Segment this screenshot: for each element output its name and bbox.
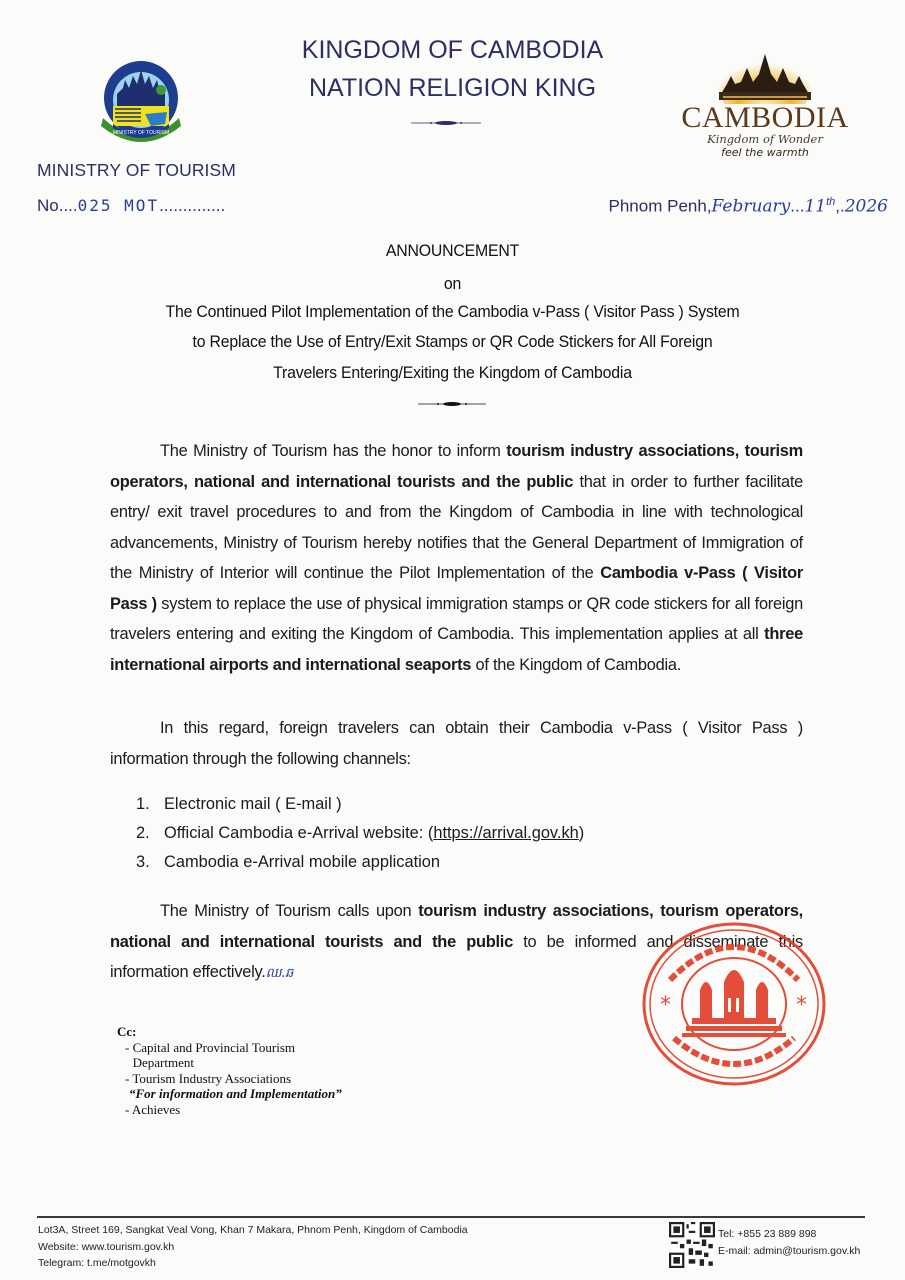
- announcement-subject-line-2: to Replace the Use of Entry/Exit Stamps or QR Code Stickers for All Foreign: [192, 333, 713, 351]
- footer-email[interactable]: E-mail: admin@tourism.gov.kh: [718, 1245, 861, 1257]
- e-arrival-website-link[interactable]: https://arrival.gov.kh: [433, 824, 579, 842]
- cc-note: “For information and Implementation”: [129, 1086, 342, 1101]
- emphasized-text: three international airports and international seaports: [110, 625, 803, 674]
- emphasized-text: Cambodia v-Pass ( Visitor Pass ): [110, 564, 803, 613]
- footer-telephone: Tel: +855 23 889 898: [718, 1228, 817, 1240]
- cc-label: Cc:: [117, 1024, 137, 1039]
- header-ornament-divider: [411, 120, 481, 126]
- paragraph-text: of the Kingdom of Cambodia.: [471, 655, 682, 674]
- paragraph-text: The Ministry of Tourism has the honor to inform: [160, 442, 507, 460]
- footer-website[interactable]: Website: www.tourism.gov.kh: [38, 1240, 175, 1253]
- paragraph-text: to be informed and disseminate this information effectively.: [110, 932, 803, 981]
- channel-text-after: ): [578, 824, 585, 842]
- issuing-ministry: MINISTRY OF TOURISM: [37, 160, 236, 180]
- para2-text: In this regard, foreign travelers can obtain their Cambodia v-Pass ( Visitor Pass ) information through the following channels:: [110, 719, 803, 768]
- header-kingdom-title: KINGDOM OF CAMBODIA: [301, 36, 604, 64]
- channels-list: [136, 790, 584, 877]
- channel-item: [136, 790, 584, 819]
- ref-prefix: No: [37, 196, 59, 215]
- cc-item: - Tourism Industry Associations: [125, 1070, 292, 1086]
- body-paragraph-1: [110, 436, 803, 680]
- logo-motto-text: MINISTRY OF TOURISM: [112, 130, 170, 136]
- cc-item-text: Achieves: [131, 1101, 181, 1117]
- channel-number: 3.: [136, 853, 150, 871]
- footer-divider: [37, 1216, 865, 1218]
- announcement-heading: ANNOUNCEMENT: [385, 242, 520, 260]
- ref-number: 025 MOT: [77, 196, 160, 215]
- reference-number-line: No....025 MOT..............: [37, 196, 226, 215]
- channel-text: Official Cambodia e-Arrival website: (: [164, 824, 434, 842]
- cc-item-text: Tourism Industry Associations: [132, 1070, 292, 1086]
- brand-name: CAMBODIA: [681, 101, 849, 134]
- handwritten-initials: ឈ.ឆ: [265, 966, 294, 981]
- channel-text: Cambodia e-Arrival mobile application: [164, 853, 441, 871]
- announcement-subject-line-1: The Continued Pilot Implementation of the Cambodia v-Pass ( Visitor Pass ) System: [165, 303, 740, 321]
- footer-contact-right: [718, 1226, 860, 1260]
- footer-telegram[interactable]: Telegram: t.me/motgovkh: [38, 1257, 156, 1269]
- header-motto: NATION RELIGION KING: [308, 74, 597, 102]
- stamp-asterisk-left: *: [660, 993, 671, 1018]
- paragraph-text: system to replace the use of physical immigration stamps or QR code stickers for all foreign travelers entering and exiting the Kingdom of Cambodia. This implementation applies at all: [110, 594, 804, 643]
- angkor-sunrise-icon: [665, 44, 865, 104]
- announcement-on: on: [443, 275, 462, 293]
- channel-number: 2.: [136, 824, 150, 842]
- channel-item: [136, 848, 584, 877]
- ministry-of-tourism-logo: [95, 58, 187, 146]
- paragraph-text: that in order to further facilitate entry/ exit travel procedures to and from the Kingdom of Cambodia in line with technological advancements, Ministry of Tourism hereby notifies that the General Department of Immigration of the Ministry of Interior will continue the Pilot Implementation of the: [110, 472, 803, 582]
- footer-contact-left: [38, 1222, 468, 1272]
- place-date-line: Phnom Penh,February...11th,.2026: [608, 196, 888, 217]
- carbon-copy-block: [117, 1024, 342, 1117]
- stamp-asterisk-right: *: [796, 993, 807, 1018]
- brand-tagline-wonder: Kingdom of Wonder: [707, 132, 823, 146]
- emphasized-text: tourism industry associations, tourism operators, national and international tourists and the public: [110, 442, 803, 491]
- place: Phnom Penh,: [608, 196, 712, 216]
- cc-item-text: Capital and Provincial Tourism Department: [132, 1039, 296, 1070]
- channel-text: Electronic mail ( E-mail ): [164, 795, 342, 813]
- date-suffix: th: [826, 196, 836, 208]
- announcement-subject-line-3: Travelers Entering/Exiting the Kingdom of Cambodia: [273, 364, 632, 382]
- brand-tagline-warmth: feel the warmth: [721, 146, 809, 159]
- emphasized-text: tourism industry associations, tourism operators, national and international tourists and the public: [110, 902, 803, 951]
- date-month: February: [711, 196, 791, 217]
- qr-code-icon[interactable]: [669, 1222, 715, 1268]
- cambodia-brand-logo: [665, 44, 865, 160]
- channel-number: 1.: [136, 795, 150, 813]
- paragraph-text: The Ministry of Tourism calls upon: [160, 902, 419, 920]
- date-year: 2026: [844, 196, 888, 217]
- cc-item: - Capital and Provincial Tourism Department: [117, 1040, 342, 1071]
- footer-address: Lot3A, Street 169, Sangkat Veal Vong, Khan 7 Makara, Phnom Penh, Kingdom of Cambodia: [38, 1224, 468, 1236]
- official-seal-stamp: [640, 920, 828, 1088]
- title-ornament-divider: [418, 401, 486, 407]
- channel-item: [136, 819, 584, 848]
- body-paragraph-2: [110, 713, 803, 774]
- cc-item: - Achieves: [125, 1101, 181, 1117]
- date-day: 11: [804, 196, 827, 217]
